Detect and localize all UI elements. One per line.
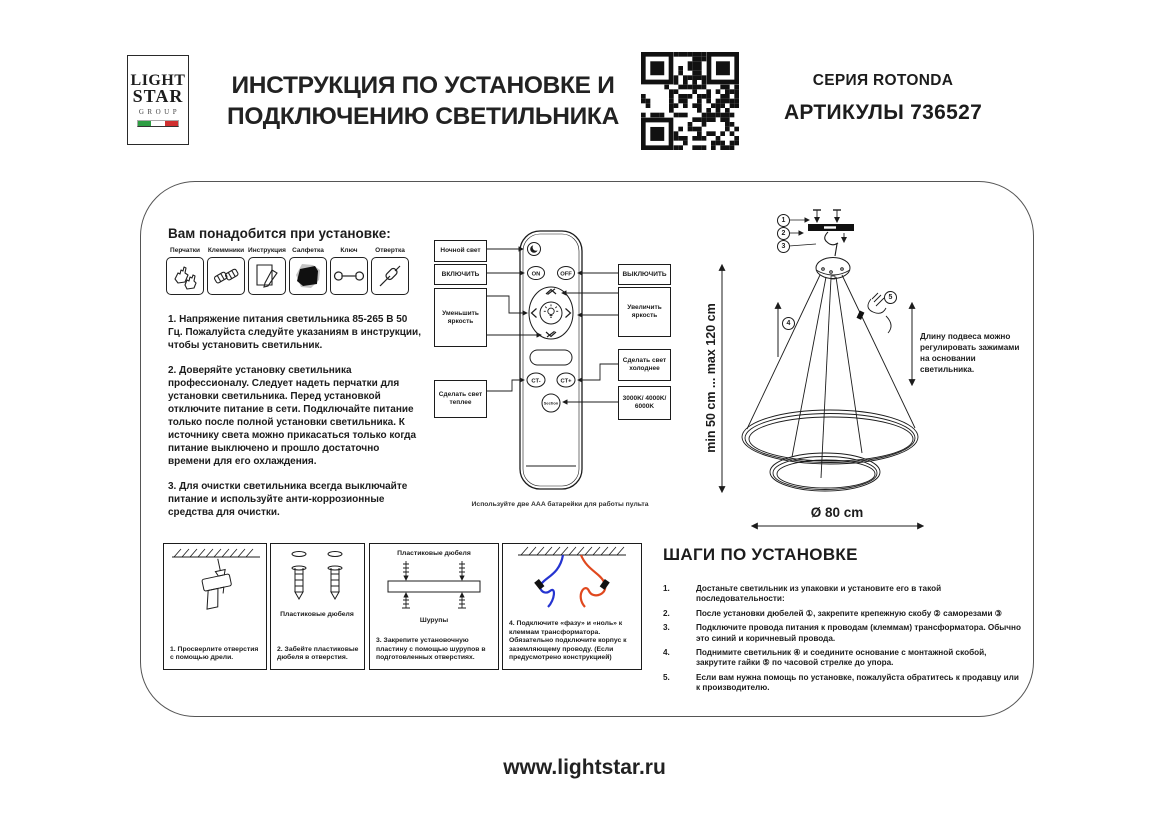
label-colder: Сделать свет холоднее <box>618 349 671 381</box>
step-item <box>663 623 1021 644</box>
logo-text-star: STAR <box>132 86 184 106</box>
step-text: Достаньте светильник из упаковки и установите его в такой последовательности: <box>696 584 942 604</box>
step-text: Подключите провода питания к проводам (клеммам) трансформатора. Обычно это синий и коричневый провода. <box>696 623 1021 643</box>
label-kelvin: 3000K/ 4000K/ 6000K <box>618 386 671 420</box>
step-number: 2. <box>663 608 670 618</box>
section-button <box>542 394 560 412</box>
canopy <box>816 258 850 280</box>
ceiling-hatch <box>174 549 253 557</box>
dowels-label: Пластиковые дюбеля <box>397 550 471 557</box>
document-title <box>222 70 624 132</box>
ring-small <box>770 453 880 491</box>
svg-text:ON: ON <box>531 271 541 278</box>
series-name: СЕРИЯ ROTONDA <box>812 72 954 89</box>
callout-1: 1 <box>777 214 790 227</box>
mounting-plate <box>388 581 480 592</box>
dowels-label: Пластиковые дюбеля <box>280 611 354 618</box>
italian-flag-icon <box>137 120 179 127</box>
safety-notes <box>168 313 422 531</box>
note-1: 1. Напряжение питания светильника 85-265 В 50 Гц. Пожалуйста следуйте указаниям в инструкции, чтобы установить светильник. <box>168 314 421 351</box>
svg-text:OFF: OFF <box>560 271 572 278</box>
screws-label: Шурупы <box>419 617 449 624</box>
step-number: 5. <box>663 672 670 682</box>
panel-caption: 3. Закрепите установочную пластину с помощью шурупов в подготовленных отверстиях. <box>376 637 486 662</box>
label-turn-off: ВЫКЛЮЧИТЬ <box>618 264 671 285</box>
ct-plus-button <box>557 373 575 387</box>
tool-label: Клеммники <box>207 247 245 254</box>
bulb-icon <box>544 304 558 317</box>
tool-screwdriver <box>371 247 409 295</box>
panel-caption: 4. Подключите «фазу» и «ноль» к клеммам трансформатора. Обязательно подключите корпус к заземляющему проводу. (Если предусмотрено конструкцией) <box>509 620 627 662</box>
suspension-wires <box>747 275 915 478</box>
night-light-button <box>528 243 541 256</box>
step-number: 3. <box>663 623 670 633</box>
terminal-blocks-icon <box>211 261 241 291</box>
label-dim: Уменьшить яркость <box>434 288 487 347</box>
label-turn-on: ВКЛЮЧИТЬ <box>434 264 487 285</box>
panel-wiring <box>502 543 642 670</box>
tool-napkin <box>289 247 327 295</box>
label-brighten: Увеличить яркость <box>618 287 671 337</box>
step-item <box>663 584 1021 605</box>
step-text: Если вам нужна помощь по установке, пожалуйста обратитесь к продавцу или к производителю. <box>696 672 1019 693</box>
ceiling-mount <box>808 210 854 256</box>
callout-lines <box>483 249 618 402</box>
napkin-icon <box>293 261 323 291</box>
step-number: 4. <box>663 648 670 658</box>
tools-row <box>166 247 409 295</box>
tool-label: Инструкция <box>248 247 286 254</box>
step-text: После установки дюбелей ①, закрепите крепежную скобу ② саморезами ③ <box>696 608 1003 618</box>
panel-caption: 1. Просверлите отверстия с помощью дрели. <box>170 645 259 662</box>
gloves-icon <box>170 261 200 291</box>
wrench-icon <box>334 261 364 291</box>
step-number: 1. <box>663 584 670 593</box>
tool-instruction <box>248 247 286 295</box>
title-line-1: ИНСТРУКЦИЯ ПО УСТАНОВКЕ И <box>231 72 615 99</box>
off-button <box>558 267 575 280</box>
panel-caption: 2. Забейте пластиковые дюбеля в отверстия. <box>277 645 359 662</box>
blank-button <box>530 350 572 365</box>
screwdriver-icon <box>375 261 405 291</box>
label-night-light: Ночной свет <box>434 240 487 262</box>
height-dimension-label: min 50 cm ... max 120 cm <box>704 303 718 453</box>
step-text: Поднимите светильник ④ и соедините основание с монтажной скобой, закрутите гайки ⑤ по часовой стрелке до упора. <box>696 648 987 668</box>
dpad-arrows <box>532 289 571 337</box>
diameter-label: Ø 80 cm <box>810 505 864 520</box>
step-item <box>663 648 1021 669</box>
tool-label: Отвертка <box>375 247 405 254</box>
flag-white <box>151 121 164 126</box>
step-item <box>663 673 1021 694</box>
svg-text:Section: Section <box>543 400 559 406</box>
wire-blue <box>540 555 563 607</box>
qr-code <box>641 52 739 150</box>
on-button <box>528 267 545 280</box>
ring-large <box>742 410 918 464</box>
svg-text:CT+: CT+ <box>560 378 572 385</box>
callout-3: 3 <box>777 240 790 253</box>
logo-text-group: GROUP <box>138 108 181 116</box>
ct-minus-button <box>527 373 545 387</box>
callout-5: 5 <box>884 291 897 304</box>
wire-red <box>581 555 606 607</box>
mount-hook <box>825 232 838 245</box>
website-url[interactable]: www.lightstar.ru <box>503 756 666 779</box>
drill-icon <box>197 557 235 609</box>
note-3: 3. Для очистки светильника всегда выключайте питание и используйте анти-коррозионные средства для очистки. <box>168 481 408 518</box>
tool-wrench <box>330 247 368 295</box>
panel-drill <box>163 543 267 670</box>
product-info <box>768 72 998 125</box>
svg-text:CT-: CT- <box>531 378 541 385</box>
callout-2: 2 <box>777 227 790 240</box>
wire-terminal <box>600 579 610 590</box>
tool-gloves <box>166 247 204 295</box>
panel-dowels <box>270 543 365 670</box>
tool-label: Перчатки <box>170 247 200 254</box>
tool-label: Салфетка <box>292 247 324 254</box>
lightstar-logo <box>127 55 189 145</box>
tool-label: Ключ <box>340 247 358 254</box>
instruction-icon <box>252 261 282 291</box>
article-number: АРТИКУЛЫ 736527 <box>783 101 983 124</box>
panel-mounting-plate <box>369 543 499 670</box>
callout-4: 4 <box>782 317 795 330</box>
dowel-icon <box>292 552 342 600</box>
flag-green <box>138 121 151 126</box>
title-line-2: ПОДКЛЮЧЕНИЮ СВЕТИЛЬНИКА <box>227 103 619 130</box>
requirements-heading: Вам понадобится при установке: <box>168 226 391 241</box>
note-2: 2. Доверяйте установку светильника профессионалу. Следует надеть перчатки для установки светильника. Перед установкой отключите питание в сети. Подключайте питание только после полной установки светильника. К источнику света можно прикасаться только когда питание выключено и прошло достаточно времени для его охлаждения. <box>168 365 417 467</box>
steps-heading: ШАГИ ПО УСТАНОВКЕ <box>663 545 858 564</box>
tool-terminal-blocks <box>207 247 245 295</box>
label-warmer: Сделать свет теплее <box>434 380 487 418</box>
steps-list <box>663 584 1021 698</box>
plate-screws <box>402 593 466 608</box>
ceiling-hatch <box>521 547 624 555</box>
logo-text-light: LIGHT <box>130 72 186 89</box>
plate-dowels <box>403 561 465 580</box>
step-item <box>663 609 1021 619</box>
battery-note: Используйте две AAA батарейки для работы пульта <box>471 501 649 508</box>
adjust-note: Длину подвеса можно регулировать зажимами на основании светильника. <box>920 332 1020 374</box>
flag-red <box>165 121 178 126</box>
callout-leaders <box>789 220 816 246</box>
brightness-dpad <box>529 287 573 339</box>
